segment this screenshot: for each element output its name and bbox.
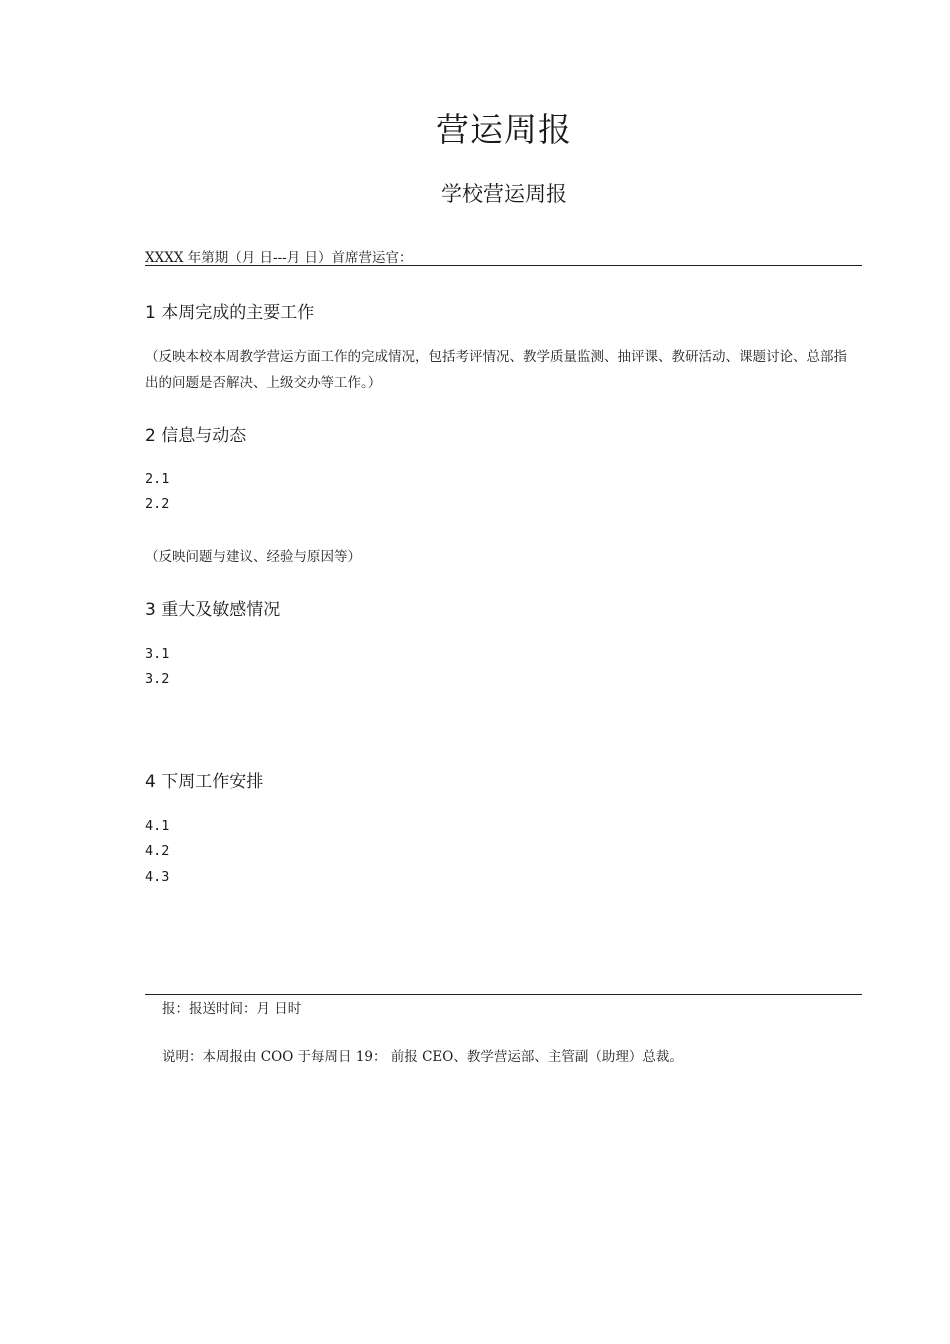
section-4-item: 4.2 <box>145 843 170 859</box>
section-3-item: 3.1 <box>145 646 170 662</box>
explanation-line: 说明：本周报由 COO 于每周日 19： 前报 CEO、教学营运部、主管副（助理）总裁。 <box>162 1049 683 1065</box>
footer-divider <box>145 994 862 995</box>
header-divider <box>145 265 862 266</box>
section-1-heading: 1 本周完成的主要工作 <box>145 303 315 323</box>
section-2-item: 2.1 <box>145 471 170 487</box>
section-3-item: 3.2 <box>145 671 170 687</box>
section-1-note: （反映本校本周教学营运方面工作的完成情况，包括考评情况、教学质量监测、抽评课、教研活动、课题讨论、总部指出的问题是否解决、上级交办等工作。） <box>145 349 847 391</box>
section-4-item: 4.1 <box>145 818 170 834</box>
section-4-heading: 4 下周工作安排 <box>145 772 264 792</box>
section-2-heading: 2 信息与动态 <box>145 426 247 446</box>
document-subtitle: 学校营运周报 <box>441 182 567 206</box>
report-time-line: 报：报送时间：月 日时 <box>162 1001 302 1017</box>
period-officer-line: XXXX 年第期（月 日---月 日）首席营运官： <box>145 250 413 266</box>
section-4-item: 4.3 <box>145 869 170 885</box>
section-2-item: 2.2 <box>145 496 170 512</box>
document-title: 营运周报 <box>436 110 572 149</box>
section-3-heading: 3 重大及敏感情况 <box>145 600 281 620</box>
section-2-note: （反映问题与建议、经验与原因等） <box>145 549 361 565</box>
